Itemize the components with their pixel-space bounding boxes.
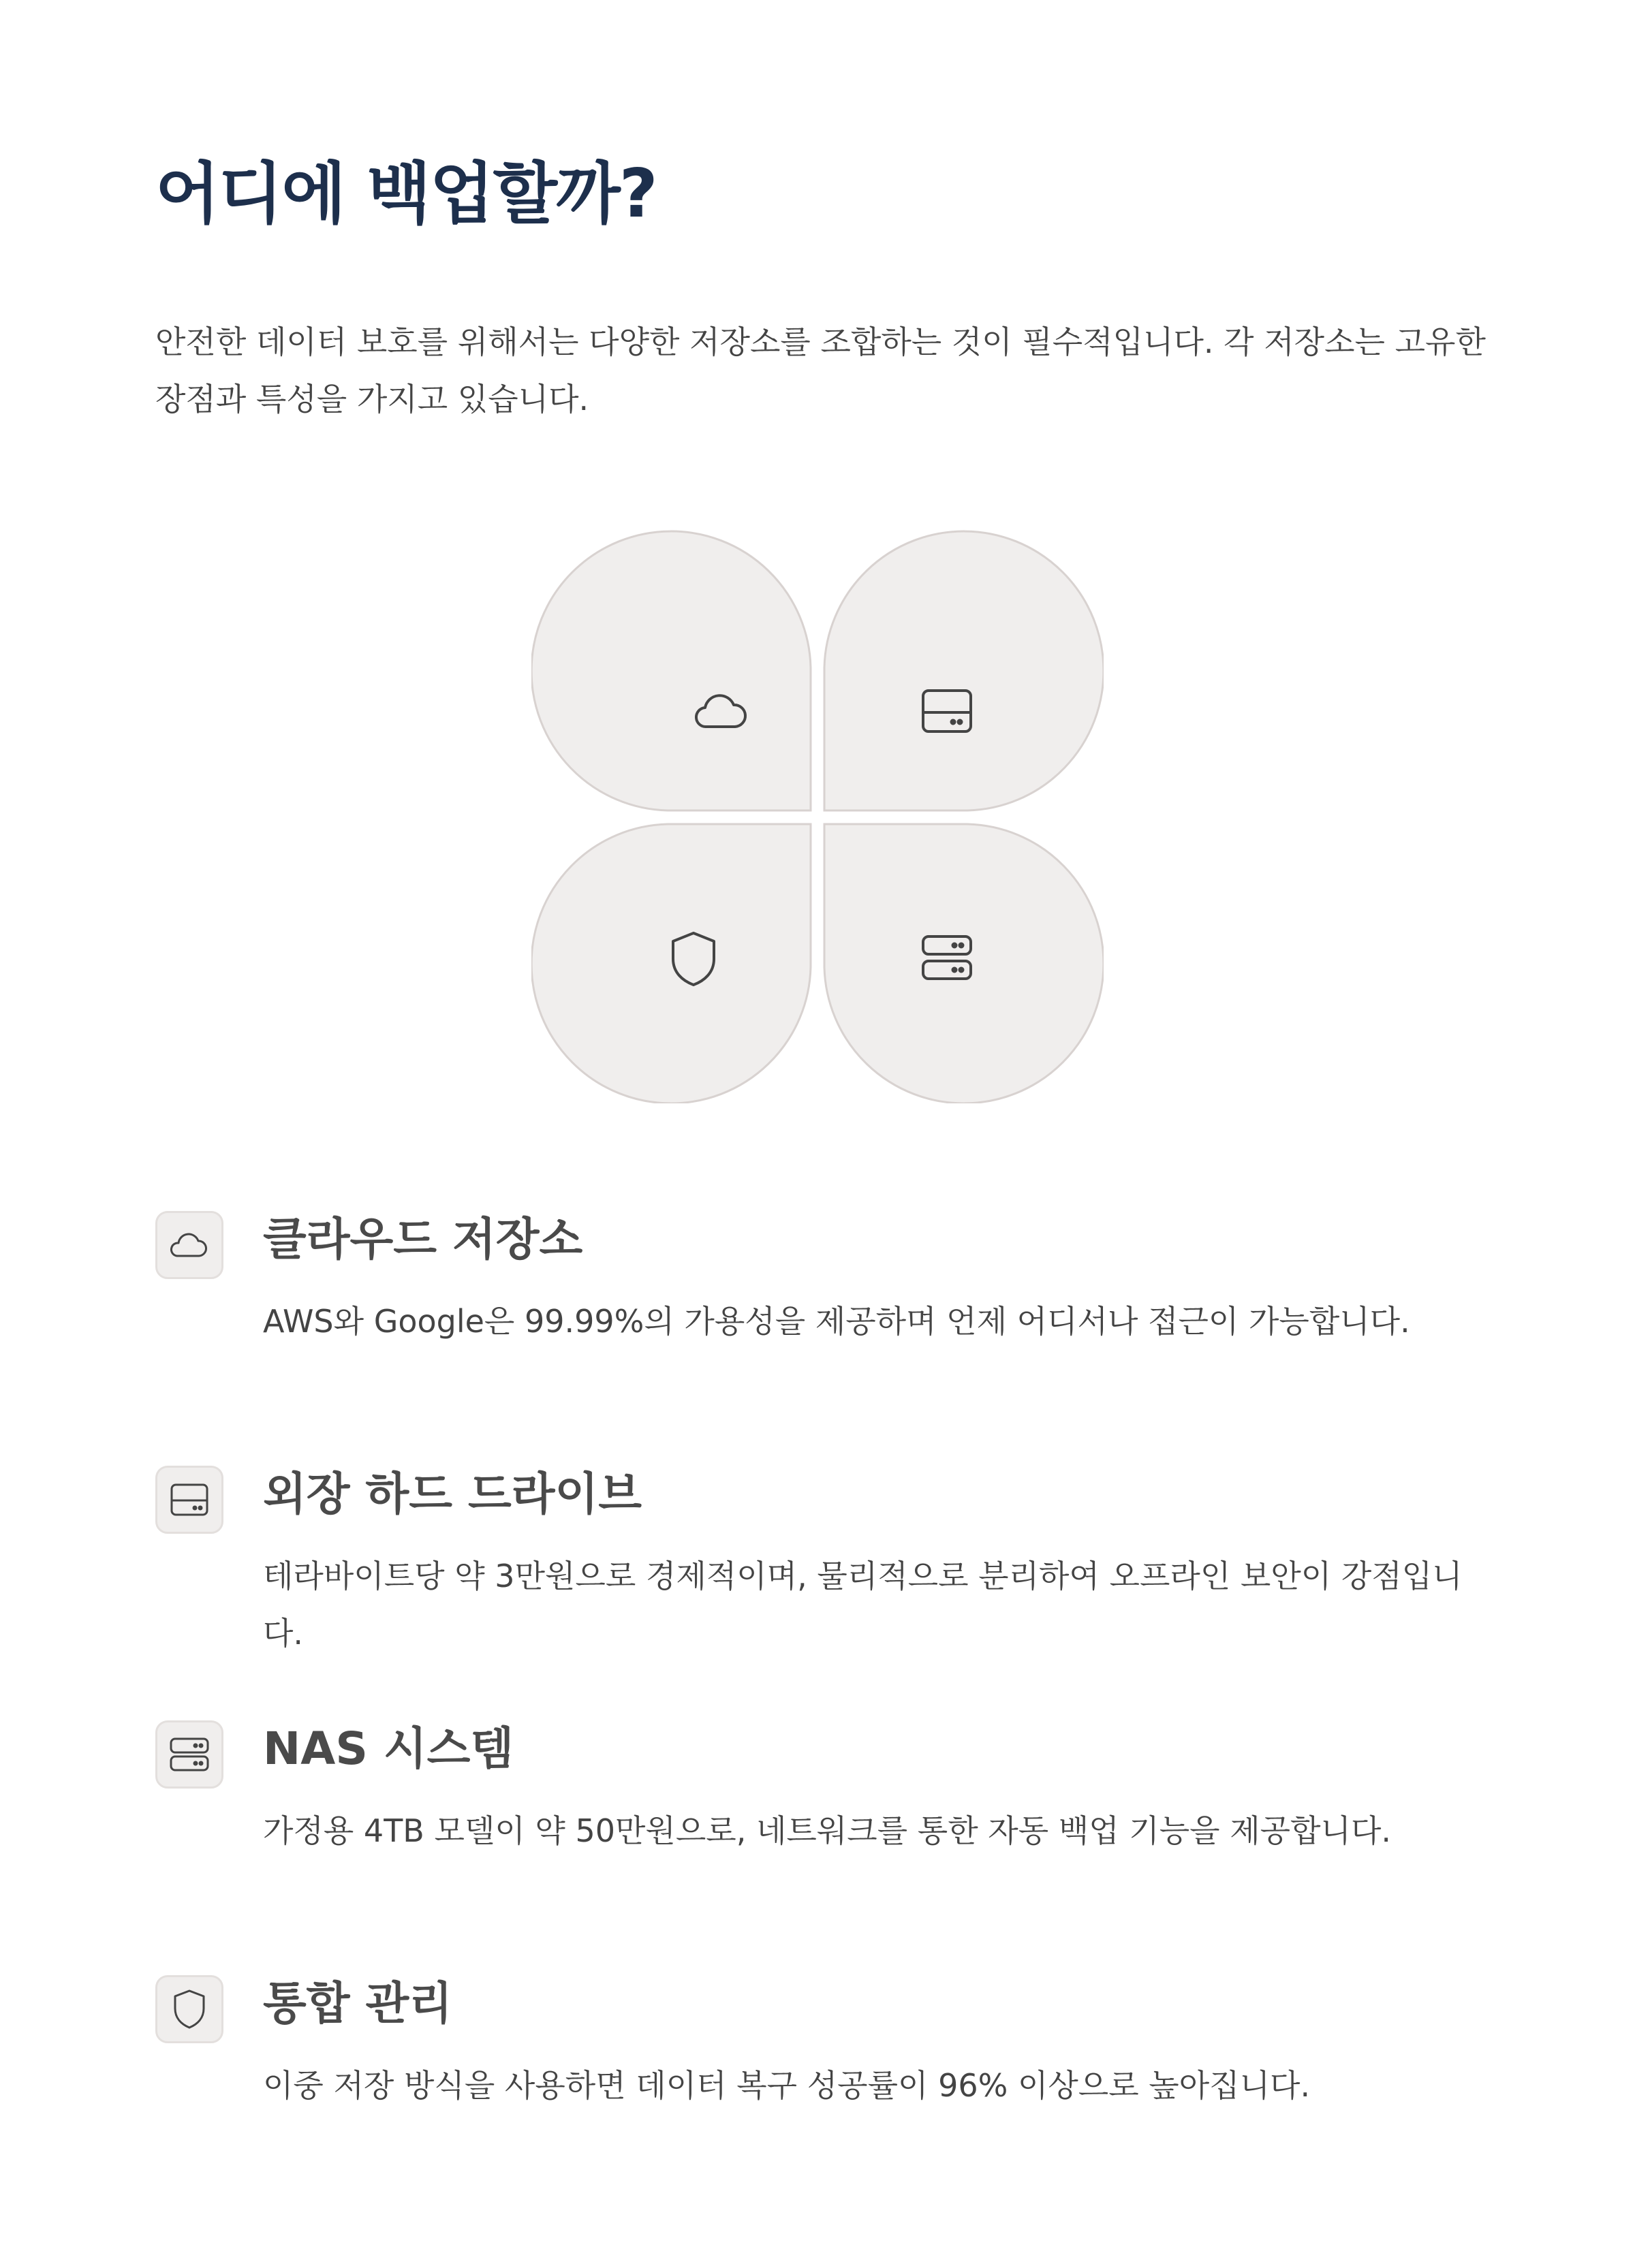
storage-clover-diagram [531, 524, 1104, 1103]
petal-hard-drive [824, 531, 1104, 810]
feature-title: 클라우드 저장소 [263, 1213, 583, 1265]
shield-icon [155, 1975, 223, 2043]
feature-description: 가정용 4TB 모델이 약 50만원으로, 네트워크를 통한 자동 백업 기능을 제공합니다. [263, 1812, 1392, 1849]
feature-description: AWS와 Google은 99.99%의 가용성을 제공하며 언제 어디서나 접근이 가능합니다. [263, 1303, 1410, 1340]
petal-shield [531, 824, 811, 1103]
feature-title: NAS 시스템 [263, 1722, 514, 1775]
intro-paragraph: 안전한 데이터 보호를 위해서는 다양한 저장소를 조합하는 것이 필수적입니다. 각 저장소는 고유한 장점과 특성을 가지고 있습니다. [155, 324, 1486, 418]
feature-title: 통합 관리 [263, 1977, 453, 2030]
cloud-icon [155, 1211, 223, 1279]
petal-cloud [531, 531, 811, 810]
feature-title: 외장 하드 드라이브 [263, 1468, 642, 1520]
page-title: 어디에 백업할까? [155, 155, 657, 233]
feature-description: 이중 저장 방식을 사용하면 데이터 복구 성공률이 96% 이상으로 높아집니다. [263, 2067, 1311, 2104]
feature-description: 테라바이트당 약 3만원으로 경제적이며, 물리적으로 분리하여 오프라인 보안이 강점입니다. [263, 1558, 1463, 1652]
server-icon [155, 1720, 223, 1789]
hard-drive-icon [155, 1466, 223, 1534]
petal-server [824, 824, 1104, 1103]
